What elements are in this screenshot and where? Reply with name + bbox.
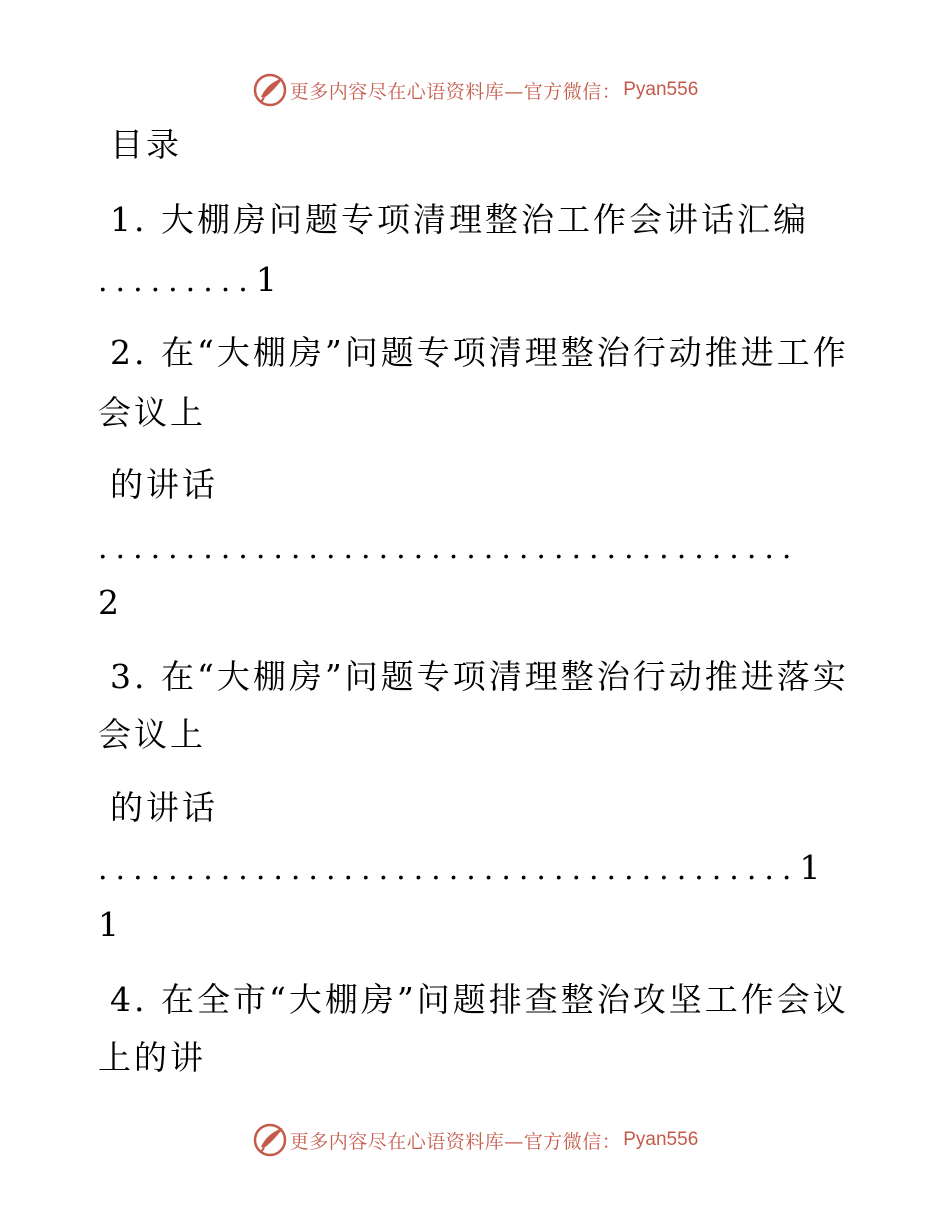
toc-entry-3-line-3: 的讲话 [110, 788, 218, 827]
pen-logo-icon [252, 72, 288, 108]
toc-entry-3-page-part-2: 1 [98, 905, 122, 944]
toc-entry-1-leader [98, 260, 280, 302]
watermark-wechat-id: Pyan556 [623, 79, 699, 100]
toc-title: 目录 [110, 125, 182, 164]
watermark-wechat-id: Pyan556 [623, 1129, 699, 1150]
toc-entry-2-page: 2 [98, 583, 122, 622]
toc-entry-2-leader [98, 527, 799, 569]
toc-entry-3-line-2: 会议上 [98, 715, 206, 754]
toc-entry-3-page-part-1: 1 [799, 848, 824, 887]
toc-entry-1-line-1: 1. 大棚房问题专项清理整治工作会讲话汇编 [110, 200, 809, 239]
pen-logo-icon [252, 1122, 288, 1158]
header-watermark [0, 70, 950, 110]
toc-entry-3-leader [98, 848, 823, 890]
toc-entry-4-line-2: 上的讲 [98, 1038, 206, 1077]
footer-watermark [0, 1120, 950, 1160]
toc-entry-2-line-2: 会议上 [98, 393, 206, 432]
toc-entry-1-dots: ......... [98, 264, 256, 299]
toc-entry-3-dots: ........................................ [98, 852, 800, 887]
toc-entry-2-line-3: 的讲话 [110, 465, 218, 504]
toc-entry-3-line-1: 3. 在“大棚房”问题专项清理整治行动推进落实 [110, 657, 849, 696]
toc-entry-4-line-1: 4. 在全市“大棚房”问题排查整治攻坚工作会议 [110, 980, 849, 1019]
toc-entry-2-dots: ........................................ [98, 531, 800, 566]
watermark-text: 更多内容尽在心语资料库—官方微信： [289, 1130, 622, 1153]
toc-entry-2-line-1: 2. 在“大棚房”问题专项清理整治行动推进工作 [110, 333, 849, 372]
watermark-text: 更多内容尽在心语资料库—官方微信： [289, 80, 622, 103]
toc-entry-1-page: 1 [255, 260, 280, 299]
